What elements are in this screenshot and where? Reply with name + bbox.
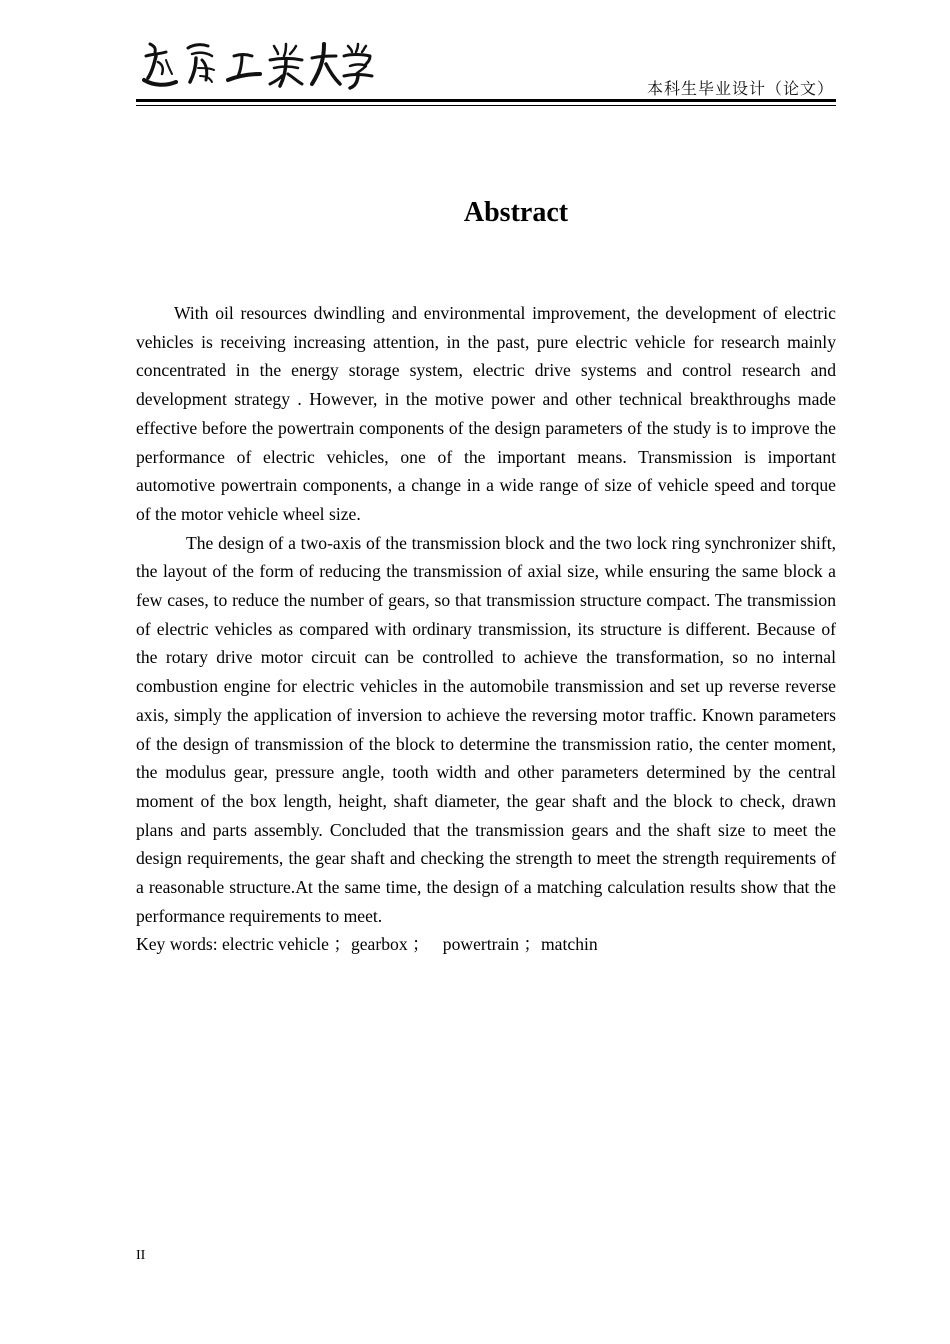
page-number: II	[136, 1248, 146, 1263]
calligraphy-logo-icon	[136, 34, 376, 94]
abstract-body	[136, 299, 836, 959]
abstract-paragraph-1: With oil resources dwindling and environmental improvement, the development of electric vehicles is receiving increasing attention, in the past, pure electric vehicle for research mainly concentrated in the energy storage system, electric drive systems and control research and development strategy . However, in the motive power and other technical breakthroughs made effective before the powertrain components of the design parameters of the study is to improve the performance of electric vehicles, one of the important means. Transmission is important automotive powertrain components, a change in a wide range of size of vehicle speed and torque of the motor vehicle wheel size.	[136, 303, 836, 524]
abstract-paragraph-2: The design of a two-axis of the transmission block and the two lock ring synchronizer shift, the layout of the form of reducing the transmission of axial size, while ensuring the same block a few cases, to reduce the number of gears, so that transmission structure compact. The transmission of electric vehicles as compared with ordinary transmission, its structure is different. Because of the rotary drive motor circuit can be controlled to achieve the transformation, so no internal combustion engine for electric vehicles in the automobile transmission and set up reverse reverse axis, simply the application of inversion to achieve the reversing motor traffic. Known parameters of the design of transmission of the block to determine the transmission ratio, the center moment, the modulus gear, pressure angle, tooth width and other parameters determined by the central moment of the box length, height, shaft diameter, the gear shaft and the block to check, drawn plans and parts assembly. Concluded that the transmission gears and the shaft size to meet the design requirements, the gear shaft and checking the strength to meet the strength requirements of a reasonable structure.At the same time, the design of a matching calculation results show that the performance requirements to meet.	[136, 532, 836, 926]
header-rule-thick	[136, 99, 836, 102]
header-subtitle: 本科生毕业设计（论文）	[646, 79, 834, 98]
keywords-line: Key words: electric vehicle ；gearbox ； powertrain ；matchin	[136, 934, 598, 955]
page-header	[136, 30, 836, 110]
header-rule-thin	[136, 105, 836, 106]
abstract-title: Abstract	[463, 197, 569, 228]
university-calligraphy-logo	[136, 34, 376, 94]
